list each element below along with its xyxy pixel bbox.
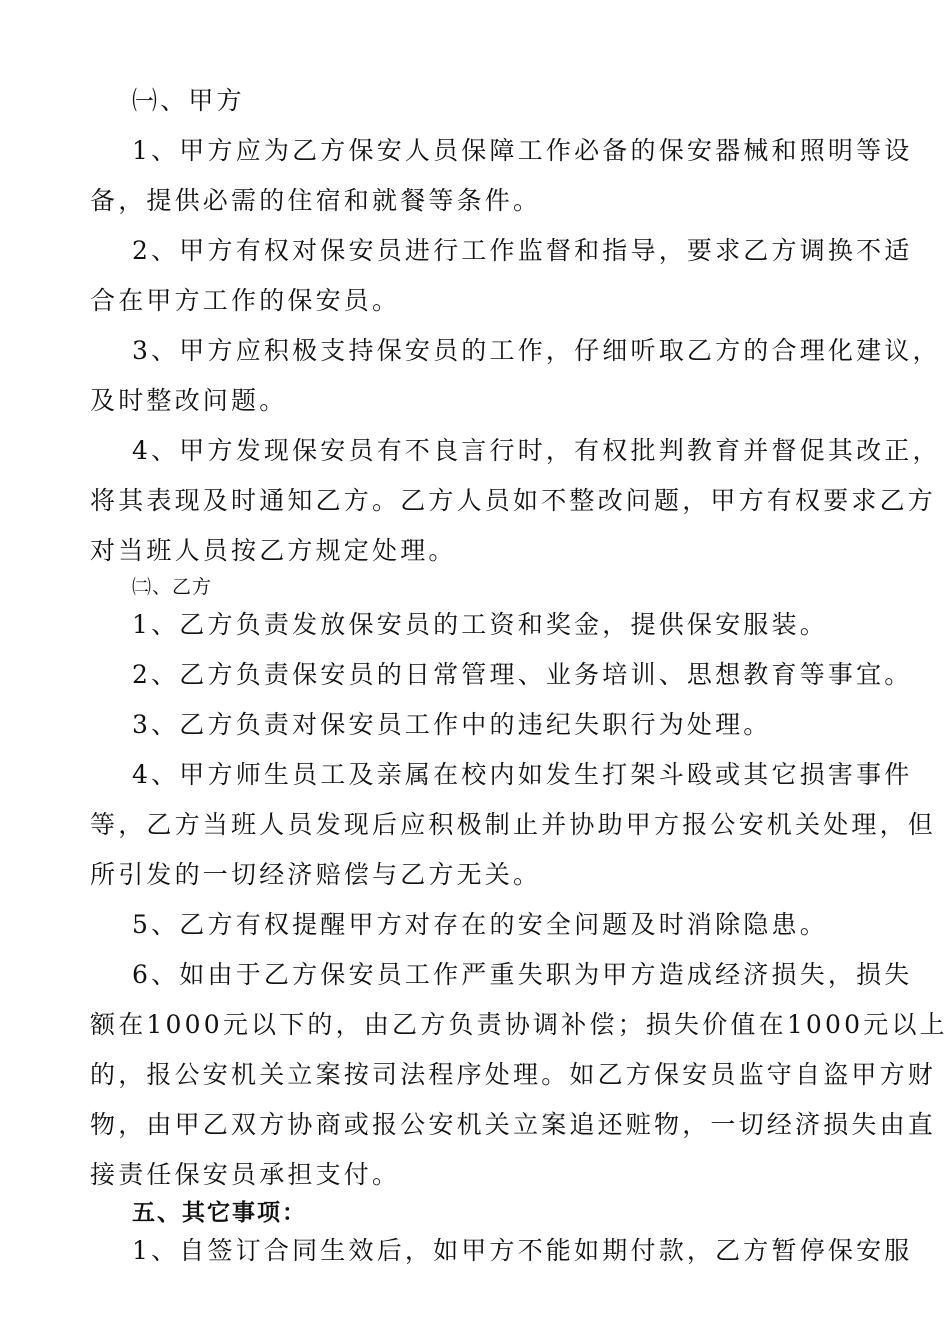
paragraph-line: 及时整改问题。 <box>90 386 288 415</box>
paragraph-line: 额在1000元以下的，由乙方负责协调补偿；损失价值在1000元以上 <box>90 1010 948 1039</box>
section-heading-party-b: ㈡、乙方 <box>132 576 213 598</box>
paragraph-line: 接责任保安员承担支付。 <box>90 1160 401 1189</box>
paragraph-line: 3、甲方应积极支持保安员的工作，仔细听取乙方的合理化建议， <box>132 336 941 365</box>
paragraph-line: 将其表现及时通知乙方。乙方人员如不整改问题，甲方有权要求乙方 <box>90 486 937 515</box>
paragraph-line: 3、乙方负责对保安员工作中的违纪失职行为处理。 <box>132 710 772 739</box>
paragraph-line: 2、乙方负责保安员的日常管理、业务培训、思想教育等事宜。 <box>132 660 913 689</box>
paragraph-line: 5、乙方有权提醒甲方对存在的安全问题及时消除隐患。 <box>132 910 828 939</box>
paragraph-line: 备，提供必需的住宿和就餐等条件。 <box>90 186 542 215</box>
section-heading-other-matters: 五、其它事项： <box>132 1200 307 1226</box>
paragraph-line: 物，由甲乙双方协商或报公安机关立案追还赃物，一切经济损失由直 <box>90 1110 937 1139</box>
paragraph-line: 等，乙方当班人员发现后应积极制止并协助甲方报公安机关处理，但 <box>90 810 937 839</box>
paragraph-line: 2、甲方有权对保安员进行工作监督和指导，要求乙方调换不适 <box>132 236 913 265</box>
paragraph-line: 6、如由于乙方保安员工作严重失职为甲方造成经济损失，损失 <box>132 960 913 989</box>
paragraph-line: 4、甲方发现保安员有不良言行时，有权批判教育并督促其改正， <box>132 436 941 465</box>
section-heading-party-a: ㈠、甲方 <box>132 86 245 115</box>
paragraph-line: 合在甲方工作的保安员。 <box>90 286 401 315</box>
paragraph-line: 对当班人员按乙方规定处理。 <box>90 536 457 565</box>
paragraph-line: 4、甲方师生员工及亲属在校内如发生打架斗殴或其它损害事件 <box>132 760 913 789</box>
paragraph-line: 1、乙方负责发放保安员的工资和奖金，提供保安服装。 <box>132 610 828 639</box>
paragraph-line: 1、自签订合同生效后，如甲方不能如期付款，乙方暂停保安服 <box>132 1236 913 1265</box>
paragraph-line: 的，报公安机关立案按司法程序处理。如乙方保安员监守自盗甲方财 <box>90 1060 937 1089</box>
paragraph-line: 1、甲方应为乙方保安人员保障工作必备的保安器械和照明等设 <box>132 136 913 165</box>
paragraph-line: 所引发的一切经济赔偿与乙方无关。 <box>90 860 542 889</box>
